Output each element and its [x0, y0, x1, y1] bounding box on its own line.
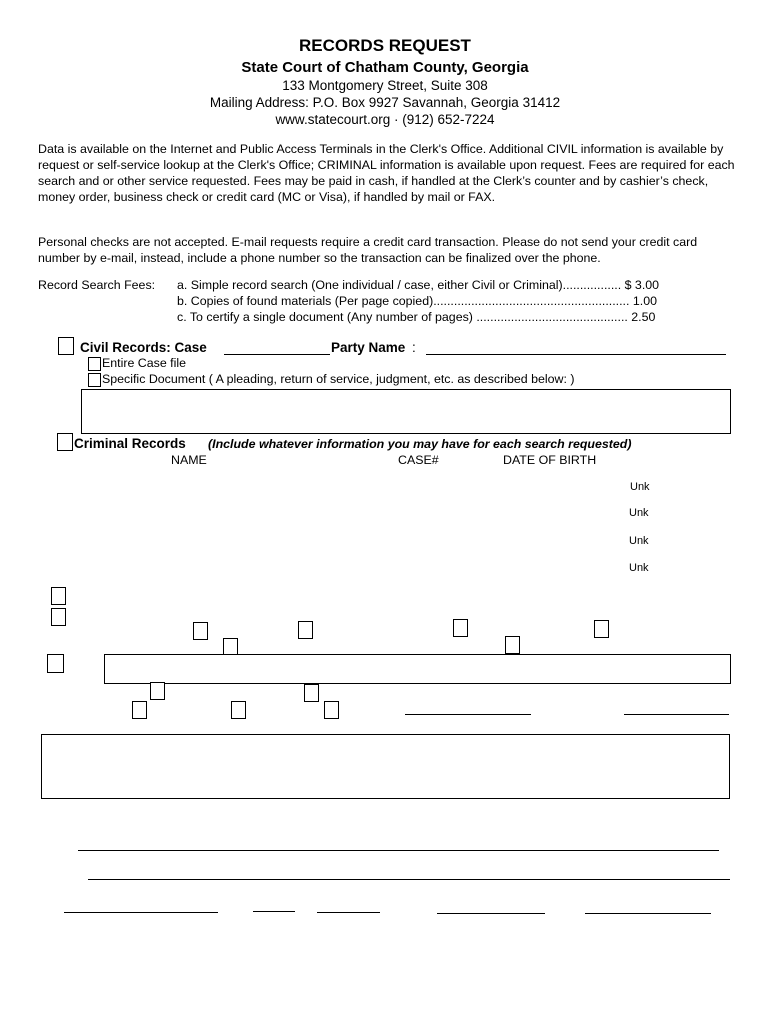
column-name-header: NAME [171, 453, 207, 467]
dob-unknown-4: Unk [629, 562, 649, 574]
form-checkbox[interactable] [231, 701, 246, 719]
form-checkbox[interactable] [505, 636, 520, 654]
form-checkbox[interactable] [453, 619, 468, 637]
page-title: RECORDS REQUEST [299, 36, 471, 55]
specific-document-checkbox[interactable] [88, 373, 101, 387]
form-checkbox[interactable] [47, 654, 64, 673]
party-name-colon: : [412, 340, 416, 355]
form-large-text-area[interactable] [41, 734, 730, 799]
civil-records-label: Civil Records: Case [80, 340, 207, 355]
form-text-field[interactable] [104, 654, 731, 684]
civil-records-checkbox[interactable] [58, 337, 74, 355]
website-phone: www.statecourt.org · (912) 652-7224 [275, 112, 495, 127]
criminal-records-note: (Include whatever information you may have for each search requested) [208, 437, 632, 451]
form-checkbox[interactable] [51, 587, 66, 605]
fee-c: c. To certify a single document (Any number of pages) ............................................ 2.50 [177, 310, 656, 324]
form-checkbox[interactable] [298, 621, 313, 639]
fee-b: b. Copies of found materials (Per page copied)......................................................... 1.00 [177, 294, 657, 308]
intro-paragraph-1: Data is available on the Internet and Public Access Terminals in the Clerk's Office. Additional CIVIL information is available by request or self-service lookup at the Clerk's Office; CRIMINAL information is available upon request. Fees are required for each search and or other service requested. Fees may be paid in cash, if handled at the Clerk’s counter and by cashier’s check, money order, business check or credit card (MC or Visa), if handled by mail or FAX. [38, 142, 735, 204]
court-name: State Court of Chatham County, Georgia [241, 59, 529, 76]
form-line-field[interactable] [64, 912, 218, 913]
form-checkbox[interactable] [132, 701, 147, 719]
specific-document-textarea[interactable] [81, 389, 731, 434]
form-checkbox[interactable] [150, 682, 165, 700]
party-name-field[interactable] [426, 354, 726, 355]
entire-case-label: Entire Case file [102, 356, 187, 370]
form-line-field[interactable] [585, 913, 711, 914]
entire-case-checkbox[interactable] [88, 357, 101, 371]
fee-a: a. Simple record search (One individual / case, either Civil or Criminal)................. $ 3.00 [177, 278, 660, 292]
form-checkbox[interactable] [324, 701, 339, 719]
criminal-records-label: Criminal Records [74, 436, 186, 451]
dob-unknown-2: Unk [629, 507, 649, 519]
column-dob-header: DATE OF BIRTH [503, 453, 597, 467]
form-line-field[interactable] [317, 912, 380, 913]
address-line[interactable] [88, 879, 730, 880]
fees-label: Record Search Fees: [38, 278, 156, 292]
signature-line[interactable] [78, 850, 719, 851]
form-checkbox[interactable] [594, 620, 609, 638]
form-line-field[interactable] [437, 913, 545, 914]
dob-unknown-1: Unk [630, 481, 650, 493]
form-checkbox[interactable] [51, 608, 66, 626]
party-name-label: Party Name [331, 340, 406, 355]
form-line-field[interactable] [624, 714, 729, 715]
form-line-field[interactable] [405, 714, 531, 715]
intro-paragraph-2: Personal checks are not accepted. E-mail requests require a credit card transaction. Please do not send your credit card number by e-mail, instead, include a phone number so the transaction can be finalized over the phone. [38, 235, 698, 265]
form-checkbox[interactable] [304, 684, 319, 702]
criminal-records-checkbox[interactable] [57, 433, 73, 451]
dob-unknown-3: Unk [629, 535, 649, 547]
mailing-address: Mailing Address: P.O. Box 9927 Savannah, Georgia 31412 [209, 95, 561, 110]
form-checkbox[interactable] [193, 622, 208, 640]
specific-document-label: Specific Document ( A pleading, return of service, judgment, etc. as described below: ) [102, 372, 575, 386]
street-address: 133 Montgomery Street, Suite 308 [282, 78, 488, 93]
column-case-header: CASE# [398, 453, 439, 467]
civil-case-field[interactable] [224, 354, 330, 355]
form-line-field[interactable] [253, 911, 295, 912]
